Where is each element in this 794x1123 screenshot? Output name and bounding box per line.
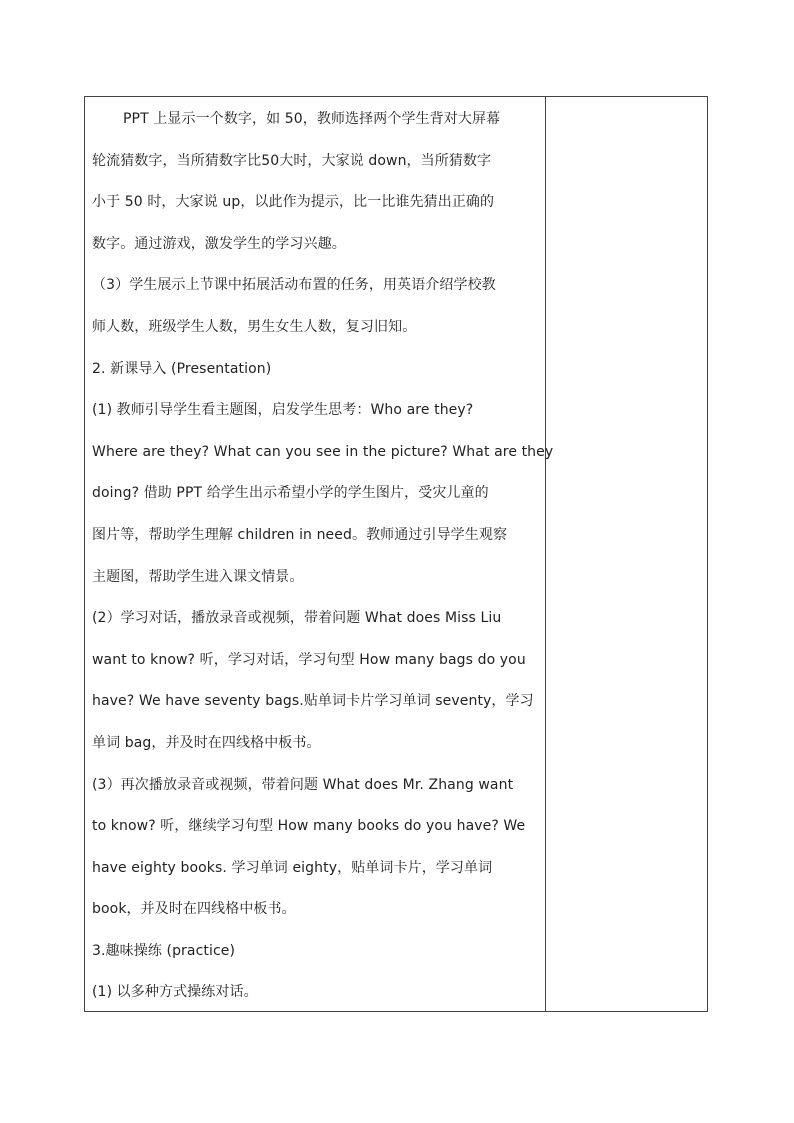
text-line: (1) 以多种方式操练对话。 bbox=[92, 984, 258, 1001]
presentation-step-2-paragraph bbox=[92, 598, 544, 764]
text-line: have eighty books. 学习单词 eighty，贴单词卡片，学习单词 bbox=[92, 859, 493, 876]
text-line: 师人数，班级学生人数，男生女生人数，复习旧知。 bbox=[92, 318, 417, 335]
presentation-step-3-paragraph bbox=[92, 765, 544, 931]
presentation-heading bbox=[92, 349, 544, 391]
text-line: want to know? 听，学习对话，学习句型 How many bags do you bbox=[92, 651, 526, 668]
text-line: 数字。通过游戏，激发学生的学习兴趣。 bbox=[92, 235, 346, 252]
text-line: 小于 50 时，大家说 up，以此作为提示，比一比谁先猜出正确的 bbox=[92, 194, 495, 211]
text-line: PPT 上显示一个数字，如 50，教师选择两个学生背对大屏幕 bbox=[123, 111, 501, 127]
presentation-step-1-paragraph bbox=[92, 390, 554, 598]
lesson-plan-table bbox=[84, 96, 708, 1012]
practice-step-1-paragraph bbox=[92, 972, 544, 1014]
text-line: to know? 听，继续学习句型 How many books do you have? We bbox=[92, 818, 526, 835]
text-line: 轮流猜数字，当所猜数字比50大时，大家说 down，当所猜数字 bbox=[92, 152, 492, 169]
notes-cell bbox=[546, 97, 707, 1011]
text-line: 主题图，帮助学生进入课文情景。 bbox=[92, 568, 304, 585]
text-line: 单词 bag，并及时在四线格中板书。 bbox=[92, 734, 321, 751]
section-heading: 2. 新课导入 (Presentation) bbox=[92, 360, 272, 377]
text-line: (2）学习对话，播放录音或视频，带着问题 What does Miss Liu bbox=[92, 610, 502, 627]
text-line: （3）学生展示上节课中拓展活动布置的任务，用英语介绍学校教 bbox=[92, 277, 496, 294]
section-heading: 3.趣味操练 (practice) bbox=[92, 942, 236, 959]
text-line: have? We have seventy bags.贴单词卡片学习单词 seventy，学习 bbox=[92, 693, 534, 710]
text-line: Where are they? What can you see in the picture? What are they bbox=[92, 443, 554, 460]
text-line: (3）再次播放录音或视频，带着问题 What does Mr. Zhang want bbox=[92, 776, 514, 793]
game-description-paragraph bbox=[92, 99, 544, 265]
text-line: 图片等，帮助学生理解 children in need。教师通过引导学生观察 bbox=[92, 526, 508, 543]
text-line: doing? 借助 PPT 给学生出示希望小学的学生图片，受灾儿童的 bbox=[92, 485, 489, 502]
text-line: book，并及时在四线格中板书。 bbox=[92, 901, 296, 918]
review-task-paragraph bbox=[92, 265, 544, 348]
practice-heading bbox=[92, 931, 544, 973]
text-line: (1) 教师引导学生看主题图，启发学生思考：Who are they? bbox=[92, 402, 474, 419]
teaching-process-cell bbox=[85, 97, 554, 1011]
